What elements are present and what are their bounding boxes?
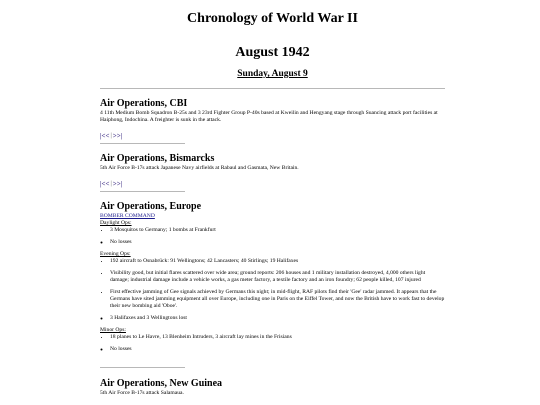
section-text-cbi: 4 11th Medium Bomb Squadron B-25s and 3 23rd Fighter Group P-40s based at Kweilin and Hengyang stage through Suancing attack port facilities at Haiphong, Indochina. A freighter is sunk in the attack. <box>100 110 438 123</box>
prev-button[interactable]: |<< <box>100 132 110 140</box>
list-item: • Visibility good, but initial flares scattered over wide area; ground reports: 206 houses and 1 military installation destroyed, 4,000 others light damage; industrial damage include a vehicle works, a gas meter factory, a textile factory and an iron foundry; 62 people killed, 107 injured <box>110 270 445 284</box>
prev-button[interactable]: |<< <box>100 180 110 188</box>
minor-ops-list <box>100 334 445 341</box>
section-divider <box>100 143 185 144</box>
nav-separator: | <box>110 181 112 187</box>
page-content <box>100 0 445 397</box>
section-title-bismarcks: Air Operations, Bismarcks <box>100 153 215 164</box>
next-button[interactable]: >>| <box>112 180 123 188</box>
evening-ops-list <box>100 289 445 310</box>
section-divider <box>100 367 185 368</box>
section-nav-cbi <box>100 132 445 140</box>
daylight-ops-label: Daylight Ops: <box>100 220 132 226</box>
section-text-newguinea: 5th Air Force B-17s attack Salamaua. <box>100 390 184 396</box>
list-item: • 192 aircraft to Osnabrück: 91 Wellingtons; 42 Lancasters; 40 Stirlings; 19 Halifaxes <box>110 258 445 265</box>
evening-ops-list <box>100 258 445 265</box>
evening-ops-label: Evening Ops: <box>100 251 131 257</box>
section-text-bismarcks: 5th Air Force B-17s attack Japanese Navy airfields at Rabaul and Gasmata, New Britain. <box>100 165 299 171</box>
section-divider <box>100 191 185 192</box>
month-heading: August 1942 <box>235 45 310 60</box>
list-item: ◦ No losses <box>110 239 445 246</box>
next-button[interactable]: >>| <box>112 132 123 140</box>
nav-separator: | <box>110 133 112 139</box>
list-item: • 3 Mosquitos to Germany; 1 bombs at Frankfurt <box>110 227 445 234</box>
section-title-europe: Air Operations, Europe <box>100 201 202 212</box>
section-title-cbi: Air Operations, CBI <box>100 98 188 109</box>
list-item: • First effective jamming of Gee signals achieved by Germans this night; in mid-flight, RAF pilots find their 'Gee' radar jammed. It appears that the Germans have sited jamming equipment all over Europe, including one in Paris on the Eiffel Tower, and now the British have to work fast to develop their new bombing aid 'Oboe'. <box>110 289 445 310</box>
day-heading: Sunday, August 9 <box>237 69 308 79</box>
minor-ops-label: Minor Ops: <box>100 327 126 333</box>
minor-ops-losses <box>100 346 445 353</box>
daylight-ops-list <box>100 227 445 234</box>
daylight-ops-losses <box>100 239 445 246</box>
section-title-newguinea: Air Operations, New Guinea <box>100 378 223 389</box>
divider <box>100 88 445 89</box>
list-item: ◦ 3 Halifaxes and 3 Wellingtons lost <box>110 315 445 322</box>
page-title: Chronology of World War II <box>187 11 358 26</box>
list-item: ◦ No losses <box>110 346 445 353</box>
evening-ops-losses <box>100 315 445 322</box>
section-nav-bismarcks <box>100 180 445 188</box>
list-item: • 18 planes to Le Havre, 13 Blenheim Intruders, 3 aircraft lay mines in the Frisians <box>110 334 445 341</box>
bomber-command-link[interactable]: BOMBER COMMAND <box>100 213 155 219</box>
evening-ops-list <box>100 270 445 284</box>
